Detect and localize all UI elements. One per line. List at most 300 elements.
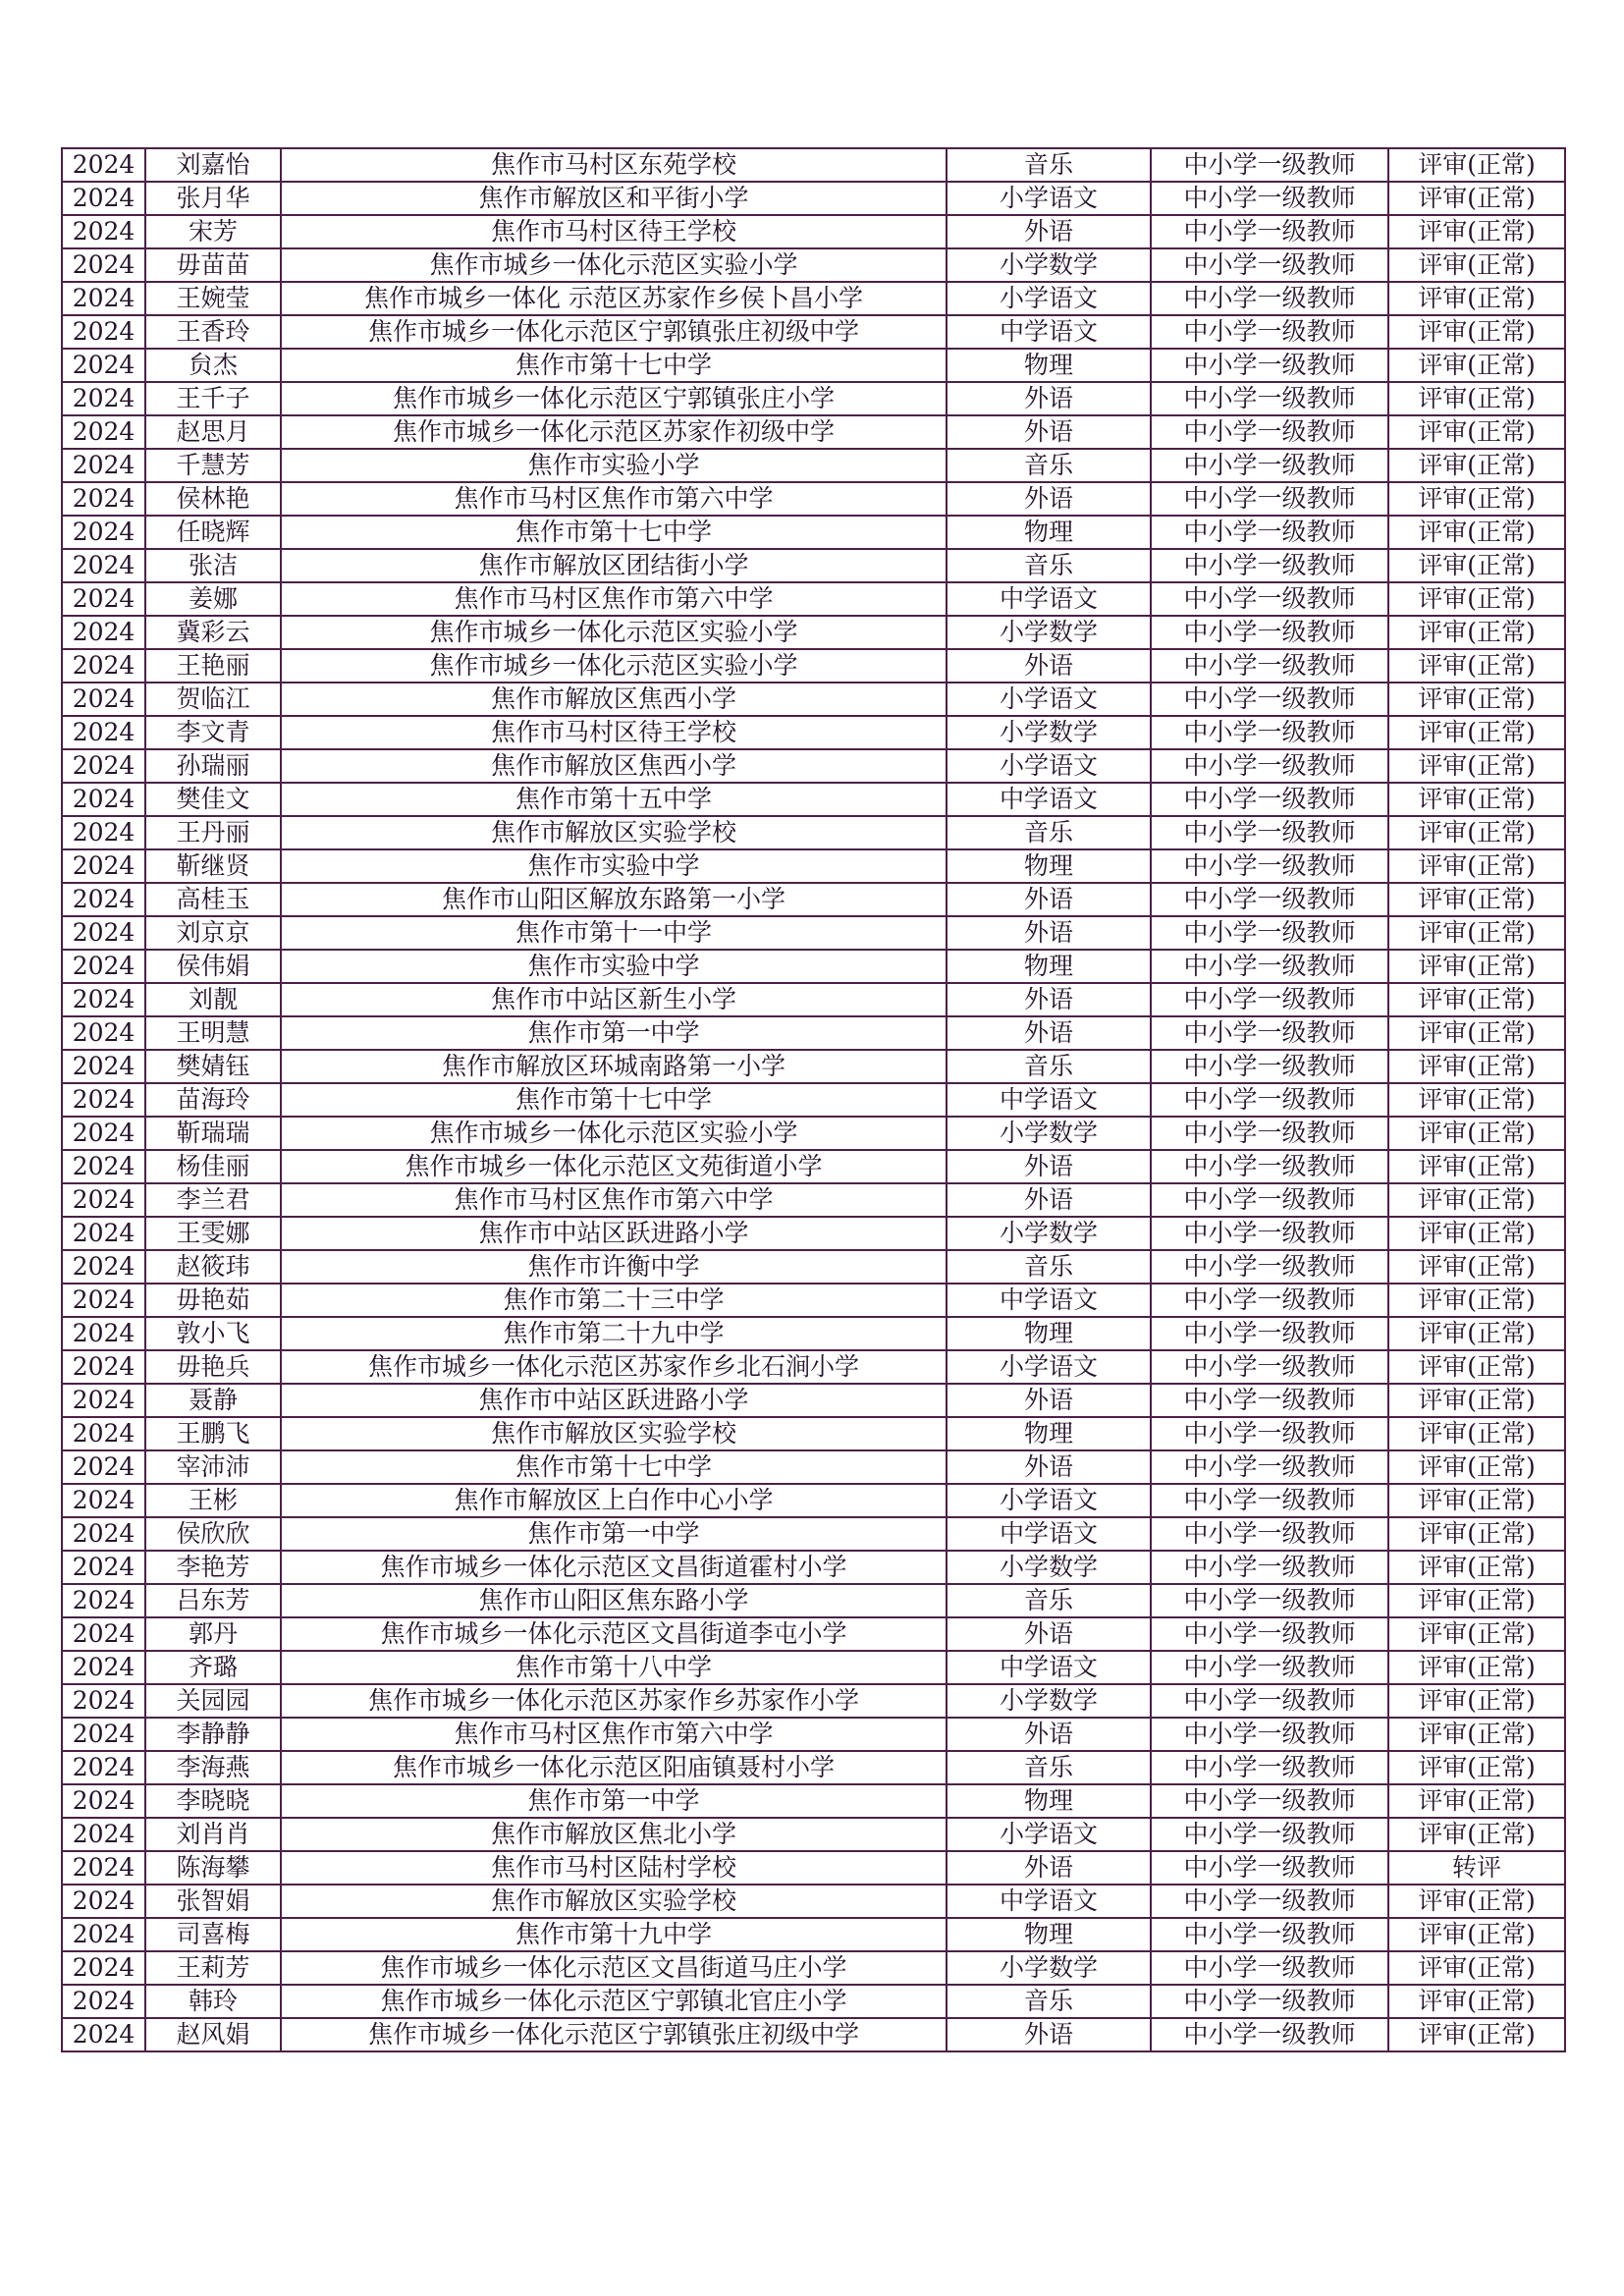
table-row: [62, 1450, 1565, 1484]
name-cell: 刘嘉怡: [145, 148, 281, 182]
table-row: [62, 382, 1565, 415]
subject-cell: 小学语文: [947, 182, 1151, 215]
year-cell: 2024: [62, 1350, 145, 1384]
name-cell: 吕东芳: [145, 1584, 281, 1617]
school-cell: 焦作市马村区焦作市第六中学: [281, 1718, 947, 1751]
subject-cell: 外语: [947, 215, 1151, 248]
school-cell: 焦作市解放区上白作中心小学: [281, 1484, 947, 1517]
title-cell: 中小学一级教师: [1151, 1217, 1388, 1250]
year-cell: 2024: [62, 1250, 145, 1284]
year-cell: 2024: [62, 916, 145, 950]
year-cell: 2024: [62, 1818, 145, 1851]
school-cell: 焦作市城乡一体化示范区文昌街道马庄小学: [281, 1951, 947, 1985]
title-cell: 中小学一级教师: [1151, 1651, 1388, 1684]
subject-cell: 小学语文: [947, 282, 1151, 315]
name-cell: 高桂玉: [145, 883, 281, 916]
table-row: [62, 1517, 1565, 1551]
table-row: [62, 1851, 1565, 1885]
school-cell: 焦作市城乡一体化示范区苏家作乡北石涧小学: [281, 1350, 947, 1384]
name-cell: 杨佳丽: [145, 1150, 281, 1183]
review-type-cell: 评审(正常): [1388, 382, 1565, 415]
school-cell: 焦作市马村区焦作市第六中学: [281, 582, 947, 616]
table-row: [62, 1584, 1565, 1617]
title-cell: 中小学一级教师: [1151, 649, 1388, 683]
table-row: [62, 883, 1565, 916]
name-cell: 张洁: [145, 549, 281, 582]
review-type-cell: 评审(正常): [1388, 182, 1565, 215]
school-cell: 焦作市城乡一体化示范区宁郭镇张庄初级中学: [281, 315, 947, 349]
title-cell: 中小学一级教师: [1151, 1517, 1388, 1551]
school-cell: 焦作市中站区跃进路小学: [281, 1384, 947, 1417]
title-cell: 中小学一级教师: [1151, 1016, 1388, 1050]
table-row: [62, 482, 1565, 516]
year-cell: 2024: [62, 1317, 145, 1350]
school-cell: 焦作市解放区实验学校: [281, 1885, 947, 1918]
subject-cell: 小学数学: [947, 716, 1151, 749]
school-cell: 焦作市中站区新生小学: [281, 983, 947, 1016]
roster-sheet: [61, 147, 1564, 2052]
review-type-cell: 评审(正常): [1388, 1617, 1565, 1651]
year-cell: 2024: [62, 248, 145, 282]
title-cell: 中小学一级教师: [1151, 1918, 1388, 1951]
table-row: [62, 1651, 1565, 1684]
name-cell: 李文青: [145, 716, 281, 749]
title-cell: 中小学一级教师: [1151, 683, 1388, 716]
name-cell: 侯伟娟: [145, 950, 281, 983]
school-cell: 焦作市城乡一体化示范区实验小学: [281, 649, 947, 683]
school-cell: 焦作市城乡一体化示范区实验小学: [281, 616, 947, 649]
table-row: [62, 1250, 1565, 1284]
subject-cell: 音乐: [947, 1751, 1151, 1784]
subject-cell: 外语: [947, 2018, 1151, 2051]
school-cell: 焦作市第二十三中学: [281, 1284, 947, 1317]
name-cell: 樊佳文: [145, 783, 281, 816]
year-cell: 2024: [62, 950, 145, 983]
review-type-cell: 评审(正常): [1388, 415, 1565, 449]
year-cell: 2024: [62, 1284, 145, 1317]
review-type-cell: 评审(正常): [1388, 1651, 1565, 1684]
name-cell: 刘靓: [145, 983, 281, 1016]
table-row: [62, 549, 1565, 582]
review-type-cell: 评审(正常): [1388, 1016, 1565, 1050]
year-cell: 2024: [62, 1751, 145, 1784]
title-cell: 中小学一级教师: [1151, 1951, 1388, 1985]
year-cell: 2024: [62, 382, 145, 415]
table-row: [62, 1784, 1565, 1818]
review-type-cell: 评审(正常): [1388, 1985, 1565, 2018]
year-cell: 2024: [62, 1484, 145, 1517]
subject-cell: 物理: [947, 950, 1151, 983]
review-type-cell: 评审(正常): [1388, 883, 1565, 916]
table-row: [62, 516, 1565, 549]
school-cell: 焦作市解放区实验学校: [281, 1417, 947, 1450]
title-cell: 中小学一级教师: [1151, 1851, 1388, 1885]
name-cell: 陈海攀: [145, 1851, 281, 1885]
title-cell: 中小学一级教师: [1151, 315, 1388, 349]
year-cell: 2024: [62, 1985, 145, 2018]
subject-cell: 外语: [947, 1384, 1151, 1417]
name-cell: 司喜梅: [145, 1918, 281, 1951]
year-cell: 2024: [62, 1117, 145, 1150]
review-type-cell: 评审(正常): [1388, 1250, 1565, 1284]
school-cell: 焦作市山阳区焦东路小学: [281, 1584, 947, 1617]
name-cell: 毋苗苗: [145, 248, 281, 282]
school-cell: 焦作市许衡中学: [281, 1250, 947, 1284]
year-cell: 2024: [62, 449, 145, 482]
review-type-cell: 评审(正常): [1388, 716, 1565, 749]
school-cell: 焦作市第十八中学: [281, 1651, 947, 1684]
table-row: [62, 950, 1565, 983]
subject-cell: 小学数学: [947, 1551, 1151, 1584]
year-cell: 2024: [62, 182, 145, 215]
school-cell: 焦作市解放区焦西小学: [281, 749, 947, 783]
school-cell: 焦作市中站区跃进路小学: [281, 1217, 947, 1250]
title-cell: 中小学一级教师: [1151, 2018, 1388, 2051]
title-cell: 中小学一级教师: [1151, 549, 1388, 582]
review-type-cell: 评审(正常): [1388, 1350, 1565, 1384]
table-row: [62, 916, 1565, 950]
subject-cell: 外语: [947, 382, 1151, 415]
title-cell: 中小学一级教师: [1151, 449, 1388, 482]
year-cell: 2024: [62, 1951, 145, 1985]
table-row: [62, 616, 1565, 649]
subject-cell: 中学语文: [947, 1284, 1151, 1317]
table-row: [62, 1384, 1565, 1417]
review-type-cell: 评审(正常): [1388, 749, 1565, 783]
year-cell: 2024: [62, 1050, 145, 1083]
name-cell: 王莉芳: [145, 1951, 281, 1985]
review-type-cell: 评审(正常): [1388, 582, 1565, 616]
year-cell: 2024: [62, 849, 145, 883]
review-type-cell: 评审(正常): [1388, 282, 1565, 315]
year-cell: 2024: [62, 649, 145, 683]
table-row: [62, 1484, 1565, 1517]
review-type-cell: 评审(正常): [1388, 1050, 1565, 1083]
title-cell: 中小学一级教师: [1151, 1050, 1388, 1083]
subject-cell: 音乐: [947, 1985, 1151, 2018]
table-row: [62, 1150, 1565, 1183]
review-type-cell: 评审(正常): [1388, 916, 1565, 950]
title-cell: 中小学一级教师: [1151, 1784, 1388, 1818]
subject-cell: 小学语文: [947, 1818, 1151, 1851]
review-type-cell: 评审(正常): [1388, 1818, 1565, 1851]
title-cell: 中小学一级教师: [1151, 1617, 1388, 1651]
school-cell: 焦作市解放区焦北小学: [281, 1818, 947, 1851]
review-type-cell: 评审(正常): [1388, 1718, 1565, 1751]
title-cell: 中小学一级教师: [1151, 616, 1388, 649]
year-cell: 2024: [62, 749, 145, 783]
table-row: [62, 1117, 1565, 1150]
school-cell: 焦作市第一中学: [281, 1784, 947, 1818]
subject-cell: 外语: [947, 883, 1151, 916]
table-row: [62, 215, 1565, 248]
review-type-cell: 评审(正常): [1388, 849, 1565, 883]
table-row: [62, 649, 1565, 683]
year-cell: 2024: [62, 315, 145, 349]
school-cell: 焦作市第十一中学: [281, 916, 947, 950]
year-cell: 2024: [62, 148, 145, 182]
school-cell: 焦作市第二十九中学: [281, 1317, 947, 1350]
review-type-cell: 转评: [1388, 1851, 1565, 1885]
year-cell: 2024: [62, 1450, 145, 1484]
school-cell: 焦作市第十七中学: [281, 516, 947, 549]
review-type-cell: 评审(正常): [1388, 1885, 1565, 1918]
school-cell: 焦作市马村区焦作市第六中学: [281, 482, 947, 516]
title-cell: 中小学一级教师: [1151, 1150, 1388, 1183]
review-type-cell: 评审(正常): [1388, 1417, 1565, 1450]
table-row: [62, 349, 1565, 382]
review-type-cell: 评审(正常): [1388, 1317, 1565, 1350]
name-cell: 李兰君: [145, 1183, 281, 1217]
table-row: [62, 1918, 1565, 1951]
review-type-cell: 评审(正常): [1388, 1484, 1565, 1517]
table-row: [62, 1617, 1565, 1651]
review-type-cell: 评审(正常): [1388, 315, 1565, 349]
school-cell: 焦作市实验中学: [281, 950, 947, 983]
title-cell: 中小学一级教师: [1151, 415, 1388, 449]
year-cell: 2024: [62, 816, 145, 849]
table-row: [62, 282, 1565, 315]
name-cell: 刘肖肖: [145, 1818, 281, 1851]
school-cell: 焦作市城乡一体化示范区文昌街道霍村小学: [281, 1551, 947, 1584]
subject-cell: 音乐: [947, 148, 1151, 182]
title-cell: 中小学一级教师: [1151, 1317, 1388, 1350]
table-row: [62, 1818, 1565, 1851]
review-type-cell: 评审(正常): [1388, 950, 1565, 983]
subject-cell: 外语: [947, 649, 1151, 683]
title-cell: 中小学一级教师: [1151, 1083, 1388, 1117]
title-cell: 中小学一级教师: [1151, 849, 1388, 883]
name-cell: 韩玲: [145, 1985, 281, 2018]
title-cell: 中小学一级教师: [1151, 1284, 1388, 1317]
school-cell: 焦作市城乡一体化示范区苏家作初级中学: [281, 415, 947, 449]
title-cell: 中小学一级教师: [1151, 282, 1388, 315]
school-cell: 焦作市解放区焦西小学: [281, 683, 947, 716]
school-cell: 焦作市第一中学: [281, 1016, 947, 1050]
year-cell: 2024: [62, 1217, 145, 1250]
table-row: [62, 1885, 1565, 1918]
subject-cell: 中学语文: [947, 783, 1151, 816]
subject-cell: 外语: [947, 415, 1151, 449]
subject-cell: 外语: [947, 1617, 1151, 1651]
subject-cell: 小学语文: [947, 749, 1151, 783]
school-cell: 焦作市第十七中学: [281, 1083, 947, 1117]
name-cell: 樊婧钰: [145, 1050, 281, 1083]
subject-cell: 中学语文: [947, 1651, 1151, 1684]
review-type-cell: 评审(正常): [1388, 1517, 1565, 1551]
review-type-cell: 评审(正常): [1388, 449, 1565, 482]
year-cell: 2024: [62, 683, 145, 716]
table-row: [62, 1284, 1565, 1317]
title-cell: 中小学一级教师: [1151, 1250, 1388, 1284]
year-cell: 2024: [62, 716, 145, 749]
review-type-cell: 评审(正常): [1388, 683, 1565, 716]
name-cell: 王香玲: [145, 315, 281, 349]
name-cell: 齐璐: [145, 1651, 281, 1684]
table-row: [62, 1751, 1565, 1784]
school-cell: 焦作市马村区待王学校: [281, 716, 947, 749]
table-row: [62, 415, 1565, 449]
review-type-cell: 评审(正常): [1388, 1450, 1565, 1484]
name-cell: 靳继贤: [145, 849, 281, 883]
subject-cell: 外语: [947, 482, 1151, 516]
school-cell: 焦作市城乡一体化示范区实验小学: [281, 248, 947, 282]
name-cell: 敦小飞: [145, 1317, 281, 1350]
year-cell: 2024: [62, 349, 145, 382]
title-cell: 中小学一级教师: [1151, 1684, 1388, 1718]
table-row: [62, 749, 1565, 783]
table-row: [62, 2018, 1565, 2051]
subject-cell: 物理: [947, 1784, 1151, 1818]
name-cell: 宰沛沛: [145, 1450, 281, 1484]
subject-cell: 中学语文: [947, 1083, 1151, 1117]
table-row: [62, 148, 1565, 182]
school-cell: 焦作市城乡一体化示范区宁郭镇张庄小学: [281, 382, 947, 415]
subject-cell: 物理: [947, 1417, 1151, 1450]
subject-cell: 物理: [947, 1918, 1151, 1951]
subject-cell: 中学语文: [947, 1517, 1151, 1551]
subject-cell: 音乐: [947, 1250, 1151, 1284]
year-cell: 2024: [62, 983, 145, 1016]
name-cell: 冀彩云: [145, 616, 281, 649]
table-row: [62, 248, 1565, 282]
review-type-cell: 评审(正常): [1388, 148, 1565, 182]
name-cell: 郭丹: [145, 1617, 281, 1651]
title-cell: 中小学一级教师: [1151, 950, 1388, 983]
review-type-cell: 评审(正常): [1388, 1584, 1565, 1617]
name-cell: 贠杰: [145, 349, 281, 382]
name-cell: 刘京京: [145, 916, 281, 950]
year-cell: 2024: [62, 1551, 145, 1584]
table-row: [62, 1350, 1565, 1384]
school-cell: 焦作市马村区东苑学校: [281, 148, 947, 182]
subject-cell: 小学语文: [947, 1350, 1151, 1384]
school-cell: 焦作市城乡一体化示范区阳庙镇聂村小学: [281, 1751, 947, 1784]
title-cell: 中小学一级教师: [1151, 182, 1388, 215]
name-cell: 侯欣欣: [145, 1517, 281, 1551]
year-cell: 2024: [62, 1417, 145, 1450]
title-cell: 中小学一级教师: [1151, 1551, 1388, 1584]
table-row: [62, 1718, 1565, 1751]
year-cell: 2024: [62, 1083, 145, 1117]
table-row: [62, 683, 1565, 716]
table-row: [62, 849, 1565, 883]
review-type-cell: 评审(正常): [1388, 816, 1565, 849]
year-cell: 2024: [62, 1584, 145, 1617]
table-row: [62, 1951, 1565, 1985]
subject-cell: 中学语文: [947, 315, 1151, 349]
subject-cell: 小学数学: [947, 1217, 1151, 1250]
review-type-cell: 评审(正常): [1388, 783, 1565, 816]
review-type-cell: 评审(正常): [1388, 1284, 1565, 1317]
table-row: [62, 1217, 1565, 1250]
name-cell: 王丹丽: [145, 816, 281, 849]
subject-cell: 小学数学: [947, 248, 1151, 282]
school-cell: 焦作市解放区实验学校: [281, 816, 947, 849]
name-cell: 王雯娜: [145, 1217, 281, 1250]
subject-cell: 小学数学: [947, 1684, 1151, 1718]
year-cell: 2024: [62, 282, 145, 315]
year-cell: 2024: [62, 616, 145, 649]
year-cell: 2024: [62, 1016, 145, 1050]
table-row: [62, 1985, 1565, 2018]
name-cell: 孙瑞丽: [145, 749, 281, 783]
name-cell: 李海燕: [145, 1751, 281, 1784]
title-cell: 中小学一级教师: [1151, 783, 1388, 816]
name-cell: 贺临江: [145, 683, 281, 716]
table-row: [62, 315, 1565, 349]
table-row: [62, 1551, 1565, 1584]
title-cell: 中小学一级教师: [1151, 1751, 1388, 1784]
review-type-cell: 评审(正常): [1388, 549, 1565, 582]
school-cell: 焦作市第十七中学: [281, 349, 947, 382]
year-cell: 2024: [62, 215, 145, 248]
school-cell: 焦作市解放区团结街小学: [281, 549, 947, 582]
school-cell: 焦作市城乡一体化示范区宁郭镇张庄初级中学: [281, 2018, 947, 2051]
school-cell: 焦作市山阳区解放东路第一小学: [281, 883, 947, 916]
title-cell: 中小学一级教师: [1151, 816, 1388, 849]
year-cell: 2024: [62, 1718, 145, 1751]
review-type-cell: 评审(正常): [1388, 1150, 1565, 1183]
year-cell: 2024: [62, 1885, 145, 1918]
subject-cell: 音乐: [947, 1584, 1151, 1617]
title-cell: 中小学一级教师: [1151, 1718, 1388, 1751]
name-cell: 李静静: [145, 1718, 281, 1751]
name-cell: 王彬: [145, 1484, 281, 1517]
title-cell: 中小学一级教师: [1151, 749, 1388, 783]
name-cell: 宋芳: [145, 215, 281, 248]
review-type-cell: 评审(正常): [1388, 516, 1565, 549]
title-cell: 中小学一级教师: [1151, 349, 1388, 382]
year-cell: 2024: [62, 1651, 145, 1684]
table-row: [62, 1083, 1565, 1117]
review-type-cell: 评审(正常): [1388, 1217, 1565, 1250]
subject-cell: 外语: [947, 983, 1151, 1016]
name-cell: 姜娜: [145, 582, 281, 616]
school-cell: 焦作市第一中学: [281, 1517, 947, 1551]
title-cell: 中小学一级教师: [1151, 716, 1388, 749]
table-row: [62, 1417, 1565, 1450]
school-cell: 焦作市城乡一体化示范区宁郭镇北官庄小学: [281, 1985, 947, 2018]
title-cell: 中小学一级教师: [1151, 215, 1388, 248]
table-row: [62, 783, 1565, 816]
review-type-cell: 评审(正常): [1388, 1918, 1565, 1951]
subject-cell: 音乐: [947, 816, 1151, 849]
review-type-cell: 评审(正常): [1388, 482, 1565, 516]
review-type-cell: 评审(正常): [1388, 983, 1565, 1016]
subject-cell: 外语: [947, 1016, 1151, 1050]
year-cell: 2024: [62, 582, 145, 616]
subject-cell: 外语: [947, 916, 1151, 950]
school-cell: 焦作市马村区待王学校: [281, 215, 947, 248]
review-type-cell: 评审(正常): [1388, 2018, 1565, 2051]
school-cell: 焦作市实验中学: [281, 849, 947, 883]
year-cell: 2024: [62, 2018, 145, 2051]
title-cell: 中小学一级教师: [1151, 983, 1388, 1016]
school-cell: 焦作市城乡一体化示范区文昌街道李屯小学: [281, 1617, 947, 1651]
school-cell: 焦作市城乡一体化示范区文苑街道小学: [281, 1150, 947, 1183]
subject-cell: 音乐: [947, 1050, 1151, 1083]
title-cell: 中小学一级教师: [1151, 1450, 1388, 1484]
name-cell: 王鹏飞: [145, 1417, 281, 1450]
year-cell: 2024: [62, 1183, 145, 1217]
subject-cell: 外语: [947, 1851, 1151, 1885]
subject-cell: 物理: [947, 849, 1151, 883]
title-cell: 中小学一级教师: [1151, 1985, 1388, 2018]
table-row: [62, 816, 1565, 849]
title-cell: 中小学一级教师: [1151, 1584, 1388, 1617]
name-cell: 任晓辉: [145, 516, 281, 549]
